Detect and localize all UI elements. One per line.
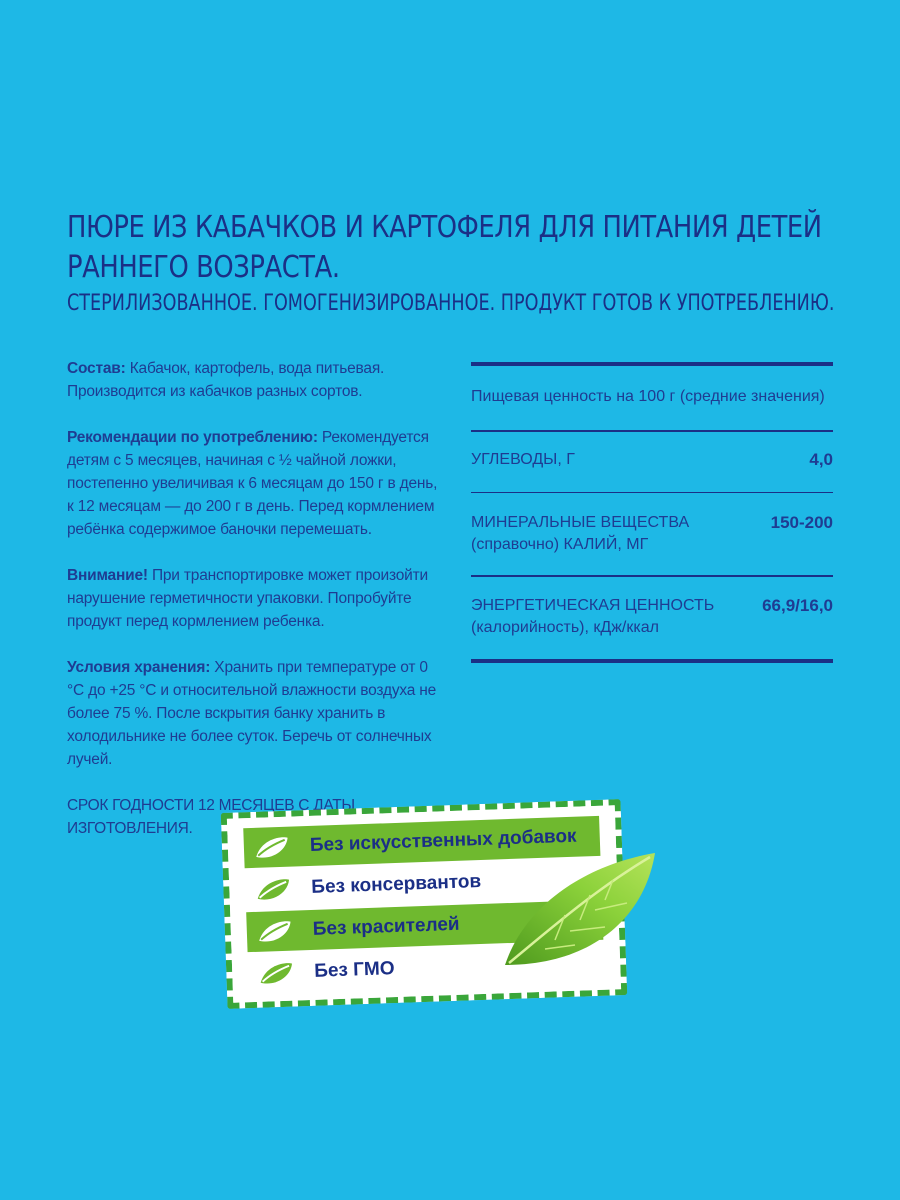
info-column [67, 357, 442, 840]
leaf-icon [253, 874, 294, 905]
warning-paragraph [67, 564, 442, 633]
nutrition-label-line: ЭНЕРГЕТИЧЕСКАЯ ЦЕННОСТЬ [471, 596, 715, 614]
recommend-paragraph [67, 426, 442, 541]
badge-item-label: Без красителей [312, 913, 460, 940]
nutrition-label [471, 449, 575, 471]
shelf-life: СРОК ГОДНОСТИ 12 МЕСЯЦЕВ С ДАТЫ ИЗГОТОВЛЕНИЯ. [67, 797, 355, 837]
leaf-icon [254, 916, 295, 947]
product-title [67, 208, 822, 288]
nutrition-row [471, 432, 833, 492]
nutrition-label-line: МИНЕРАЛЬНЫЕ ВЕЩЕСТВА [471, 514, 690, 531]
free-from-badge [210, 790, 670, 1030]
leaf-icon [251, 832, 292, 863]
nutrition-label [471, 512, 689, 556]
table-bottom-rule [471, 659, 833, 663]
recommend-label: Рекомендации по употреблению: [67, 429, 318, 446]
nutrition-value: 4,0 [809, 449, 833, 469]
large-leaf-icon [495, 845, 665, 975]
composition-label: Состав: [67, 360, 126, 377]
nutrition-label-line: УГЛЕВОДЫ, Г [471, 450, 575, 468]
nutrition-row [471, 577, 833, 659]
nutrition-value: 150-200 [770, 513, 833, 532]
storage-text: Хранить при температуре от 0 °C до +25 °C и относительной влажности воздуха не более 75 %. После вскрытия банку хранить в холодильнике не более суток. Беречь от солнечных лучей. [67, 659, 437, 768]
storage-paragraph [67, 656, 442, 771]
nutrition-label-line: (справочно) КАЛИЙ, МГ [471, 536, 649, 553]
nutrition-row [471, 493, 833, 575]
nutrition-heading [471, 366, 833, 430]
nutrition-label [471, 595, 714, 639]
leaf-icon [256, 958, 297, 989]
product-subtitle: СТЕРИЛИЗОВАННОЕ. ГОМОГЕНИЗИРОВАННОЕ. ПРОДУКТ ГОТОВ К УПОТРЕБЛЕНИЮ. [67, 291, 835, 316]
recommend-text: Рекомендуется детям с 5 месяцев, начиная с ½ чайной ложки, постепенно увеличивая к 6 месяцам до 150 г в день, к 12 месяцам — до 200 г в день. Перед кормлением ребёнка содержимое баночки перемешать. [67, 429, 438, 538]
nutrition-label-line: (калорийность), кДж/ккал [471, 618, 659, 636]
title-line-1: ПЮРЕ ИЗ КАБАЧКОВ И КАРТОФЕЛЯ ДЛЯ ПИТАНИЯ ДЕТЕЙ [67, 210, 822, 245]
warning-text: При транспортировке может произойти нарушение герметичности упаковки. Попробуйте продукт перед кормлением ребенка. [67, 567, 428, 630]
composition-paragraph [67, 357, 442, 403]
warning-label: Внимание! [67, 567, 148, 584]
badge-item-label: Без искусственных добавок [309, 825, 577, 856]
nutrition-heading-text: Пищевая ценность на 100 г (средние значения) [471, 388, 825, 405]
badge-item-label: Без консервантов [310, 871, 482, 898]
nutrition-value: 66,9/16,0 [762, 595, 833, 615]
badge-item-label: Без ГМО [313, 958, 395, 982]
nutrition-table [471, 362, 833, 663]
composition-text: Кабачок, картофель, вода питьевая. Производится из кабачков разных сортов. [67, 360, 385, 400]
title-line-2: РАННЕГО ВОЗРАСТА. [67, 250, 340, 285]
storage-label: Условия хранения: [67, 659, 211, 676]
